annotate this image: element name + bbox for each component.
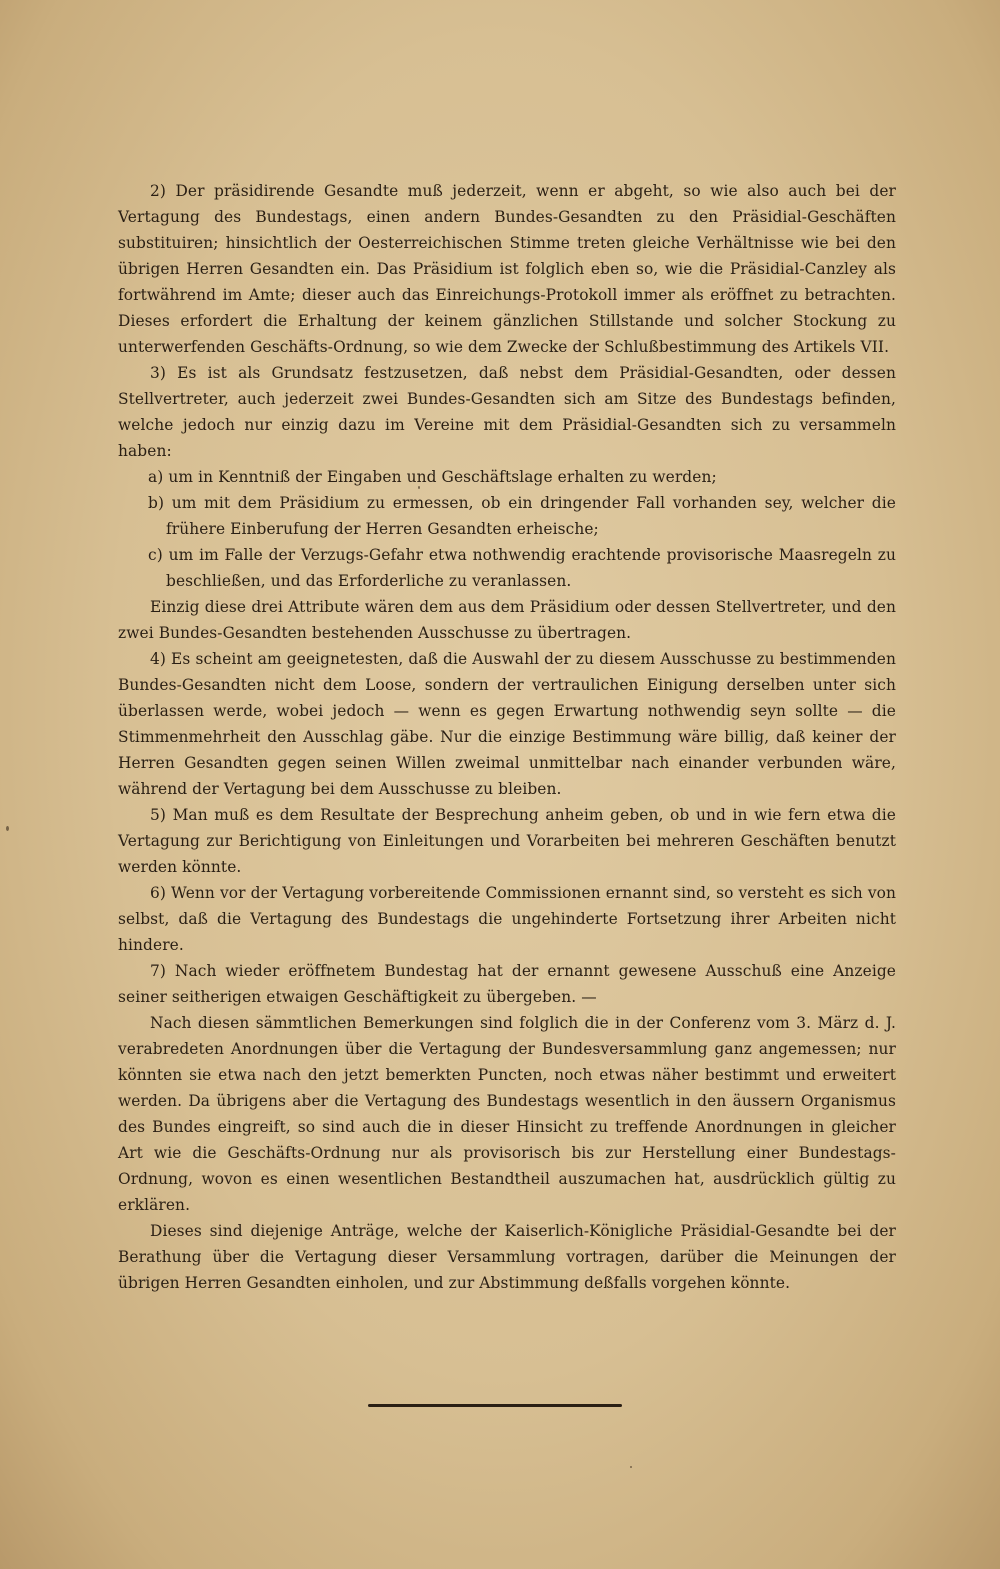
list-item-c: c) um im Falle der Verzugs-Gefahr etwa nothwendig erachtende provisorische Maasregeln zu beschließen, und das Erforderliche zu veranlassen.	[148, 546, 896, 590]
list-item-b: b) um mit dem Präsidium zu ermessen, ob ein dringender Fall vorhanden sey, welcher die frühere Einberufung der Herren Gesandten erheische;	[148, 494, 896, 538]
ink-speck	[418, 486, 420, 489]
paragraph-3-conclusion: Einzig diese drei Attribute wären dem aus dem Präsidium oder dessen Stellvertreter, und den zwei Bundes-Gesandten bestehenden Ausschusse zu übertragen.	[118, 598, 896, 642]
paragraph-6: 6) Wenn vor der Vertagung vorbereitende Commissionen ernannt sind, so versteht es sich von selbst, daß die Vertagung des Bundestags die ungehinderte Fortsetzung ihrer Arbeiten nicht hindere.	[118, 884, 896, 954]
paragraph-7: 7) Nach wieder eröffnetem Bundestag hat der ernannt gewesene Ausschuß eine Anzeige seiner seitherigen etwaigen Geschäftigkeit zu übergeben. —	[118, 962, 896, 1006]
ink-speck	[630, 1466, 632, 1468]
paragraph-3: 3) Es ist als Grundsatz festzusetzen, daß nebst dem Präsidial-Gesandten, oder dessen Stellvertreter, auch jederzeit zwei Bundes-Gesandten sich am Sitze des Bundestags befinden, welche jedoch nur einzig dazu im Vereine mit dem Präsidial-Gesandten sich zu versammeln haben:	[118, 364, 896, 460]
document-body	[118, 178, 896, 1296]
list-item-a: a) um in Kenntniß der Eingaben und Geschäftslage erhalten zu werden;	[148, 468, 717, 486]
closing-rule	[368, 1404, 622, 1407]
paragraph-summary: Nach diesen sämmtlichen Bemerkungen sind folglich die in der Conferenz vom 3. März d. J. verabredeten Anordnungen über die Vertagung der Bundesversammlung ganz angemessen; nur könnten sie etwa nach den jetzt bemerkten Puncten, noch etwas näher bestimmt und erweitert werden. Da übrigens aber die Vertagung des Bundestags wesentlich in den äussern Organismus des Bundes eingreift, so sind auch die in dieser Hinsicht zu treffende Anordnungen in gleicher Art wie die Geschäfts-Ordnung nur als provisorisch bis zur Herstellung einer Bundestags-Ordnung, wovon es einen wesentlichen Bestandtheil auszumachen hat, ausdrücklich gültig zu erklären.	[118, 1014, 896, 1214]
paragraph-5: 5) Man muß es dem Resultate der Besprechung anheim geben, ob und in wie fern etwa die Vertagung zur Berichtigung von Einleitungen und Vorarbeiten bei mehreren Geschäften benutzt werden könnte.	[118, 806, 896, 876]
paragraph-2: 2) Der präsidirende Gesandte muß jederzeit, wenn er abgeht, so wie also auch bei der Vertagung des Bundestags, einen andern Bundes-Gesandten zu den Präsidial-Geschäften substituiren; hinsichtlich der Oesterreichischen Stimme treten gleiche Verhältnisse wie bei den übrigen Herren Gesandten ein. Das Präsidium ist folglich eben so, wie die Präsidial-Canzley als fortwährend im Amte; dieser auch das Einreichungs-Protokoll immer als eröffnet zu betrachten. Dieses erfordert die Erhaltung der keinem gänzlichen Stillstande und solcher Stockung zu unterwerfenden Geschäfts-Ordnung, so wie dem Zwecke der Schlußbestimmung des Artikels VII.	[118, 182, 896, 356]
paragraph-4: 4) Es scheint am geeignetesten, daß die Auswahl der zu diesem Ausschusse zu bestimmenden Bundes-Gesandten nicht dem Loose, sondern der vertraulichen Einigung derselben unter sich überlassen werde, wobei jedoch — wenn es gegen Erwartung nothwendig seyn sollte — die Stimmenmehrheit den Ausschlag gäbe. Nur die einzige Bestimmung wäre billig, daß keiner der Herren Gesandten gegen seinen Willen zweimal unmittelbar nach einander verbunden wäre, während der Vertagung bei dem Ausschusse zu bleiben.	[118, 650, 896, 798]
ink-speck	[6, 826, 9, 831]
paragraph-closing: Dieses sind diejenige Anträge, welche der Kaiserlich-Königliche Präsidial-Gesandte bei der Berathung über die Vertagung dieser Versammlung vortragen, darüber die Meinungen der übrigen Herren Gesandten einholen, und zur Abstimmung deßfalls vorgehen könnte.	[118, 1222, 896, 1292]
